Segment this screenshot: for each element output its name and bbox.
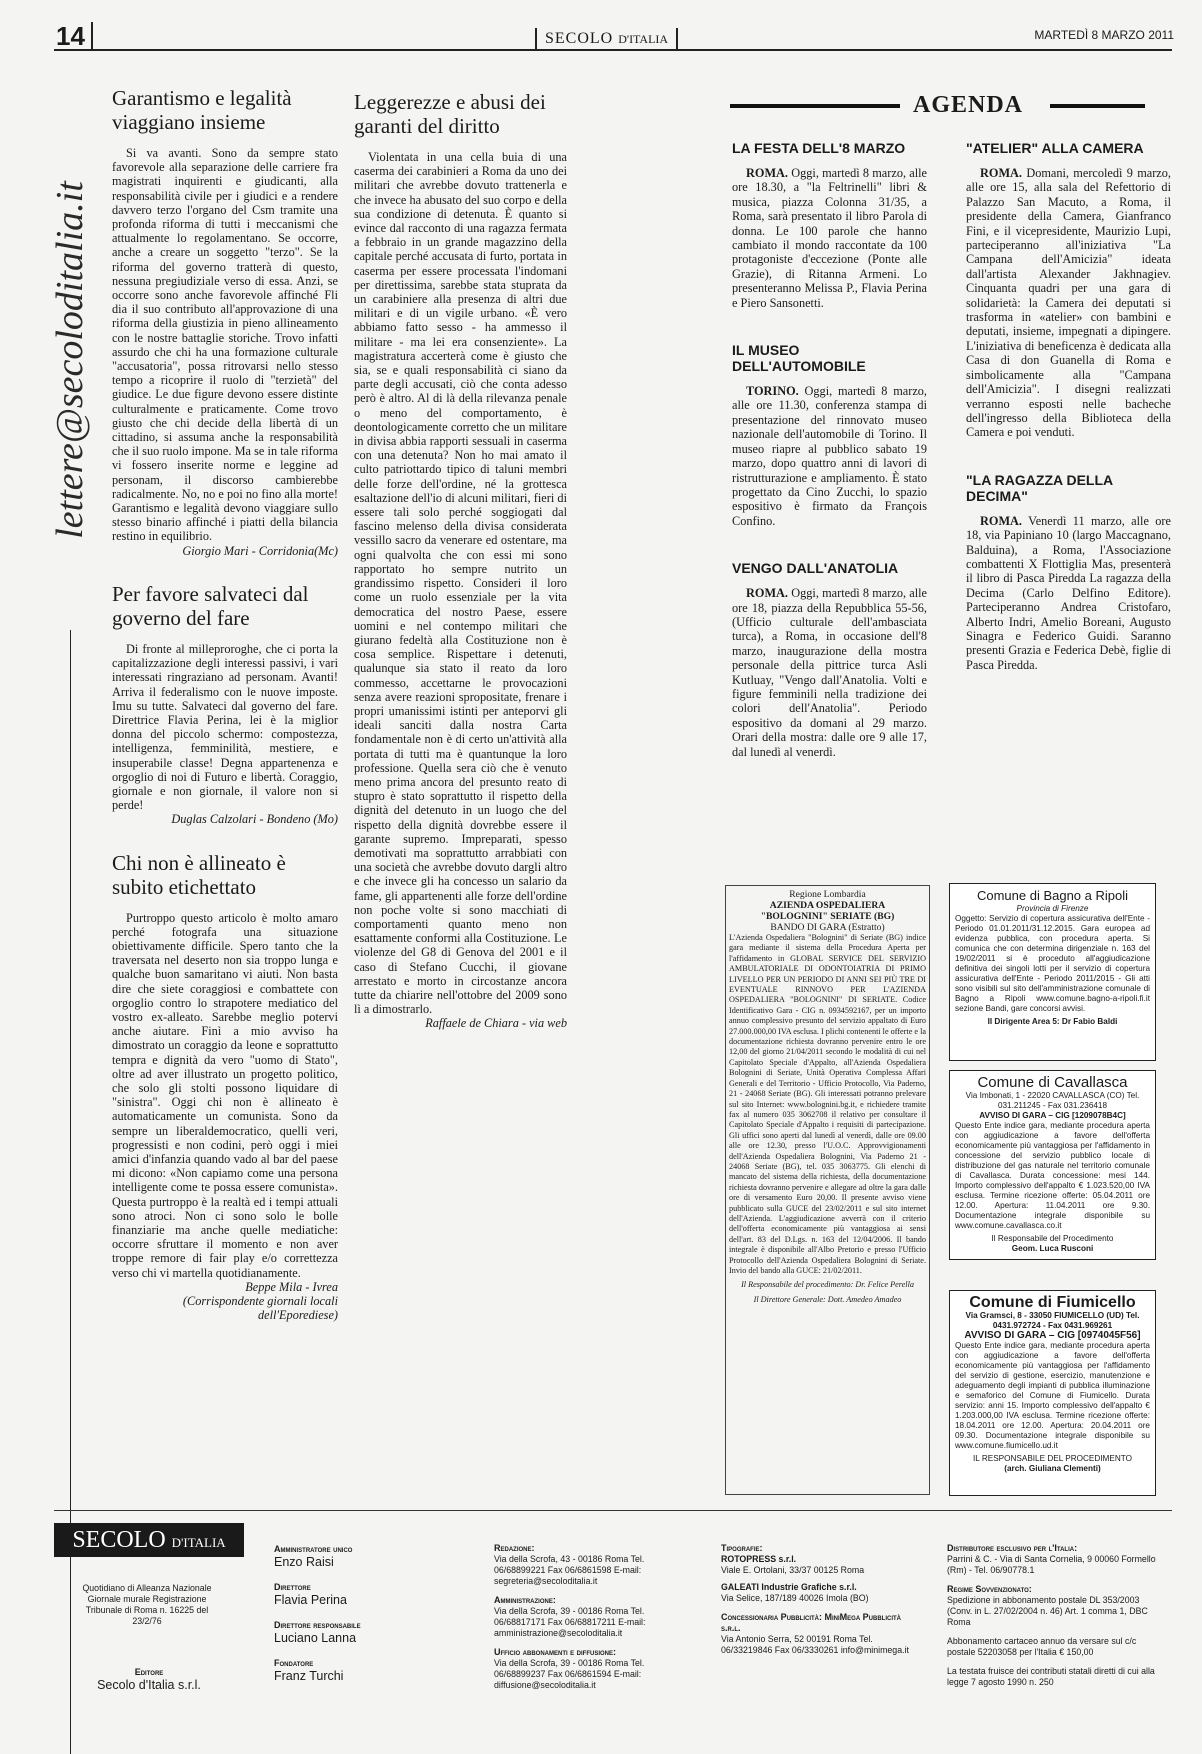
footer-conc-label: Concessionaria Pubblicità: MiniMega Pubblicità s.r.l. [721,1612,901,1633]
agenda-header [730,92,1145,122]
footer-addresses [494,1543,674,1691]
footer-tip2-name: GALEATI Industrie Grafiche s.r.l. [721,1582,857,1592]
footer-spediz-value: Spedizione in abbonamento postale DL 353/2003 (Conv. in L. 27/02/2004 n. 46) Art. 1 comma 1, DBC Roma [947,1595,1148,1627]
notice-subtitle: Provincia di Firenze [1016,904,1089,913]
agenda-event [732,140,927,310]
agenda-event-body: Domani, mercoledì 9 marzo, alle ore 15, alla sala del Refettorio di Palazzo San Macuto, a Roma, il presidente della Camera, Gianfranco Fini, e il vicepresidente, Maurizio Lupi, parteciperanno all'iniziativa "La Campana dell'Amicizia" ideata dall'artista Alexander Jakhnagiev. Cinquanta quadri per una gara di solidarietà: la Camera dei deputati si trasforma in «atelier» con bambini e deputati, insieme, impegnati a dipingere. L'iniziativa di beneficenza è dedicata alla Casa di don Guanella di Roma e simbolicamente alla "Campana dell'Amicizia". I disegni realizzati verranno esposti nelle bacheche dell'ingresso della Biblioteca della Camera e poi venduti. [966,166,1171,440]
letter-2-body: Di fronte al milleproroghe, che ci porta la capitalizzazione degli interessi passivi, i vari interessati ringraziano ad personam. Avanti! Arriva il federalismo con le nuove imposte. Imu su tutte. Salvateci dal governo del fare. Direttrice Flavia Perina, lei è la miglior donna del piccolo schermo: compostezza, intelligenza, femminilità, mestiere, e insuperabile classe! Degna appartenenza e orgoglio di noi di Futuro e libertà. Coraggio, giornale e non giornale, il valore non si perde! [112,641,338,813]
vertical-email [40,90,100,630]
footer-contrib: La testata fruisce dei contributi statali diretti di cui alla legge 7 agosto 1990 n. 250 [947,1666,1155,1687]
masthead [535,28,678,50]
header-rule [54,49,1172,51]
tender-name: AZIENDA OSPEDALIERA [769,900,886,911]
footer-fond-value: Franz Turchi [274,1669,344,1683]
agenda-event-city: ROMA. [746,166,789,180]
letter-4-title: Leggerezze e abusi dei garanti del diritto [354,90,546,138]
agenda-event-text [966,166,1171,440]
notice-footer: IL RESPONSABILE DEL PROCEDIMENTO [973,1454,1132,1463]
footer-spediz-label: Regime Sovvenzionato: [947,1584,1032,1594]
agenda-column-2 [966,140,1171,830]
footer-dirresp-label: Direttore responsabile [274,1620,361,1630]
page-number: 14 [56,22,93,50]
tender-name-2: "BOLOGNINI" SERIATE (BG) [760,911,895,922]
letter-1-body: Si va avanti. Sono da sempre stato favorevole alla separazione delle carriere fra magistrati inquirenti e giudicanti, alla responsabilità civile per i giudici e a rendere davvero terzo l'organo del Csm tramite una profonda riforma di tutti i meccanismi che attualmente lo regolamentano. Se occorre, anche a creare un soggetto "terzo". Se la riforma del governo tratterà di questo, nessuna pregiudiziale verso di essa. Anzi, se occorre sono anche favorevole affinché Fli dia il suo contributo all'approvazione di una riforma della giustizia in pieno allineamento con le nostre battaglie storiche. Trovo infatti assurdo che chi ha una formazione culturale "accusatoria", possa ritrovarsi nello stesso tempo a ricoprire il ruolo di "terzietà" del giudice. Le due figure devono essere distinte culturalmente e praticamente. Come trovo giusto che chi decide della libertà di un cittadino, si assuma anche la responsabilità che il suo ruolo impone. Ma se in tale riforma vi fossero inserite norme e leggine ad personam, il discorso cambierebbe radicalmente. No, no e poi no fino alla morte! Garantismo e legalità devono viaggiare sullo stesso binario affinché i piatti della bilancia restino in equilibrio. [112,146,338,544]
footer-uff-value: Via della Scrofa, 39 - 00186 Roma Tel. 06/68899237 Fax 06/6861594 E-mail: diffusione@secoloditalia.it [494,1658,645,1690]
letter-4-body: Violentata in una cella buia di una caserma dei carabinieri a Roma da uno dei militari che avrebbe dovuto trattenerla e che invece ha abusato del suo corpo e della sua condizione di detenuta. È quanto si evince dal racconto di una ragazza fermata a febbraio in un grande magazzino della capitale perché accusata di furto, portata in caserma per essere processata l'indomani per direttissima, sarebbe stata stuprata da un carabiniere alla presenza di altri due militari e di un vigile urbano. «È vero abbiamo fatto sesso - ha ammesso il militare - ma lei era consenziente». La magistratura accerterà come è giusto che sia, se e quali responsabilità ci siano da parte degli accusati, ciò che conta adesso però è altro. Al di là della rilevanza penale o meno del comportamento, è deontologicamente corretto che un militare in divisa abbia rapporti sessuali in caserma con una detenuta? Non ho mai amato il culto patriottardo tipico di taluni membri delle forze dell'ordine, né la grottesca esaltazione dell'io di alcuni militari, fieri di essere tali solo perché soggiogati dal fascino melenso della divisa considerata vessillo sacro da venerare ed ostentare, ma ogni qualvolta che con essi mi sono rapportato ho sempre nutrito un grandissimo rispetto. Consideri il loro come un ruolo essenziale per la vita democratica del nostro Paese, essere uomini e nel contempo militari che giurano fedeltà alla Costituzione non è cosa semplice. Rispettare i detenuti, qualunque sia stato il reato da loro commesso, accettarne le provocazioni senza avere reazioni spropositate, frenare i propri umanissimi istinti per anteporvi gli ideali sanciti dalla nostra Carta fondamentale non è di certo un'attività alla portata di tutti ma è quantunque la loro professione. Quella sera ciò che è venuto meno prima ancora del presunto reato di stupro è stato soprattutto il rispetto della dignità del detenuto in un luogo che del rispetto della dignità dovrebbe essere il garante supremo. Impreparati, spesso demotivati ma soprattutto arrabbiati con una società che avrebbe dovuto dargli altro e che invece gli ha concesso un salario da fame, gli appartenenti alle forze dell'ordine non poche volte si sono macchiati di comportamenti quanto meno non esattamente conformi alla Costituzione. Le violenze del G8 di Genova del 2001 e il caso di Stefano Cucchi, il giovane arrestato e morto in circostanze ancora tutte da chiarire nell'ottobre del 2009 sono lì a dimostrarlo. [354,150,567,1017]
vertical-email-text: lettere@secoloditalia.it [49,181,91,539]
agenda-event-text [966,514,1171,672]
notice-fiumicello [949,1290,1156,1496]
agenda-event-city: TORINO. [746,384,799,399]
footer-uff-label: Ufficio abbonamenti e diffusione: [494,1647,616,1657]
notice-subtitle: Via Imbonati, 1 - 22020 CAVALLASCA (CO) Tel. 031.211245 - Fax 031.236418 [965,1091,1140,1110]
footer-logo-main: SECOLO [72,1527,166,1553]
notice-subtitle-2: AVVISO DI GARA – CIG [1209078B4C] [979,1111,1126,1120]
agenda-event-title: LA FESTA DELL'8 MARZO [732,140,906,156]
letter-4-signature: Raffaele de Chiara - via web [425,1016,567,1031]
issue-date: MARTEDÌ 8 MARZO 2011 [1034,28,1174,42]
footer-red-value: Via della Scrofa, 43 - 00186 Roma Tel. 06/68899221 Fax 06/6861598 E-mail: segreteria@secoloditalia.it [494,1554,645,1586]
footer-logo-sub: D'ITALIA [171,1535,226,1550]
letter-3-title: Chi non è allineato è subito etichettato [112,850,286,899]
notice-footer: Il Responsabile del Procedimento [991,1234,1114,1243]
notice-bagno-a-ripoli [949,883,1156,1061]
letter-1-signature: Giorgio Mari - Corridonia(Mc) [182,543,338,558]
footer-tip-label: Tipografie: [721,1543,763,1553]
agenda-bar-left [730,104,900,108]
footer-fond-label: Fondatore [274,1658,314,1668]
agenda-bar-right [1050,104,1145,108]
footer-logo [54,1523,244,1557]
letter-1-title: Garantismo e legalità viaggiano insieme [112,86,292,134]
agenda-event-title: "LA RAGAZZA DELLA DECIMA" [966,471,1113,504]
agenda-event-body: Oggi, martedì 8 marzo, alle ore 18, piazza della Repubblica 55-56, (Ufficio culturale dell'ambasciata turca), a Roma, in occasione dell'8 marzo, inaugurazione della mostra personale della pittrice turca Asli Kutluay, "Vengo dall'Anatolia. Volti e figure femminili nella tradizione dei colori dell'Anatolia". Periodo espositivo da domani al 29 marzo. Orari della mostra: dalle ore 9 alle 17, dal lunedì al venerdì. [732,586,927,759]
agenda-column-1 [732,140,927,870]
footer-distribution [947,1543,1167,1688]
notice-subtitle-2: AVVISO DI GARA – CIG [0974045F56] [964,1330,1141,1341]
agenda-event-city: ROMA. [746,586,789,601]
agenda-event-body: Venerdì 11 marzo, alle ore 18, via Papiniano 10 (largo Maccagnano, Balduina), a Roma, l'Associazione combattenti X Flottiglia Mas, presenterà il libro di Pasca Piredda La ragazza della Decima (Carlo Delfino Editore). Parteciperanno Andrea Cristofaro, Alberto Indri, Amelio Boreani, Augusto Sinagra e Federico Guidi. Saranno presenti Grazia e Federica Debè, figlie di Pasca Piredda. [966,513,1171,672]
footer-distr-value: Parrini & C. - Via di Santa Cornelia, 9 00060 Formello (Rm) - Tel. 06/90778.1 [947,1554,1156,1575]
tender-notice-bolognini [725,885,930,1495]
masthead-main: SECOLO [545,30,614,47]
tender-region: Regione Lombardia [789,889,866,900]
agenda-event-city: ROMA. [980,166,1023,180]
footer-editore-label: Editore [134,1667,164,1677]
footer-amm-label: Amministratore unico [274,1544,353,1554]
agenda-event [966,140,1171,440]
agenda-event-text [732,384,927,528]
notice-title: Comune di Fiumicello [969,1294,1136,1311]
letters-column-2 [354,90,567,1486]
agenda-event [732,342,927,528]
footer-amm-value: Enzo Raisi [274,1555,334,1569]
footer-tip1-value: Viale E. Ortolani, 33/37 00125 Roma [721,1565,865,1575]
footer-dirresp-value: Luciano Lanna [274,1631,357,1645]
notice-body: Oggetto: Servizio di copertura assicurativa dell'Ente - Periodo 01.01.2011/31.12.2015. Gara europea ad evidenza pubblica, con procedura aperta. Si comunica che con determina dirigenziale n. 163 del 19/02/2011 si è proceduto all'aggiudicazione definitiva dei singoli lotti per il servizio di copertura assicurativa dell'Ente - Periodo 2011/2015 - Gli atti sono visibili sul sito dell'amministrazione comunale di Bagno a Ripoli www.comune.bagno-a-ripoli.fi.it sezione Bandi, gare concorsi avvisi. [955,914,1150,1013]
letter-3-signature-note: (Corrispondente giornali locali dell'Eporediese) [182,1294,338,1323]
agenda-event-title: "ATELIER" ALLA CAMERA [966,140,1144,156]
footer-ammin-label: Amministrazione: [494,1595,556,1605]
footer-tip1-name: ROTOPRESS s.r.l. [721,1554,797,1564]
notice-footer-2: Geom. Luca Rusconi [1011,1244,1094,1253]
letter-3-body: Purtroppo questo articolo è molto amaro perché fotografa una situazione obiettivamente difficile. Spero tanto che la traversata nel deserto non sia troppo lunga e qualche buon samaritano vi aiuti. Non basta dire che siete coraggiosi e combattete con orgoglio contro lo strapotere mediatico del vostro ex-alleato. Sarebbe meglio potervi anche aiutare. Finì a mio avviso ha dimostrato un coraggio da leone e soprattutto tempra e dignità da vero "uomo di Stato", oltre ad aver illustrato un progetto politico, che solo gli stolti possono liquidare di "sinistra". Oggi chi non è allineato è automaticamente un comunista. Sono da sempre un liberaldemocratico, quelli veri, progressisti e non codini, però oggi i miei amici d'infanzia quando vado al bar del paese mi dicono: «Non capiamo come una persona intelligente come te possa essere comunista». Questa purtroppo è la realtà ed i tempi attuali sono atroci. Non ci sono solo le bolle finanziarie ma anche quelle mediatiche: occorre sfruttare il momento e non aver troppe remore di fair play e/o correttezza verso chi vi martella quotidianamente. [112,910,338,1280]
agenda-title: AGENDA [913,92,1024,118]
footer-dir-value: Flavia Perina [274,1593,347,1607]
footer-distr-label: Distributore esclusivo per l'Italia: [947,1543,1078,1553]
agenda-event-text [732,166,927,310]
tender-subtitle: BANDO DI GARA (Estratto) [770,922,885,933]
agenda-event [732,560,927,759]
footer-tip2-value: Via Selice, 187/189 40026 Imola (BO) [721,1593,869,1603]
letter-3-signature: Beppe Mila - Ivrea [245,1279,338,1294]
agenda-event [966,472,1171,672]
notice-title: Comune di Cavallasca [977,1074,1128,1091]
footer-dir-label: Direttore [274,1582,311,1592]
footer-conc-value: Via Antonio Serra, 52 00191 Roma Tel. 06/33219846 Fax 06/3330261 info@minimega.it [721,1634,909,1655]
masthead-sub: D'ITALIA [618,32,669,46]
colophon [54,1510,1172,1740]
letters-column-1 [112,86,338,1476]
tender-body: L'Azienda Ospedaliera "Bolognini" di Seriate (BG) indice gara mediante il sistema della Procedura Aperta per l'affidamento in GLOBAL SERVICE DEL SERVIZIO AMBULATORIALE DI ODONTOIATRIA DI PRIMO LIVELLO PER UN PERIODO DI ANNI SEI PIÙ TRE DI EVENTUALE RINNOVO PER L'AZIENDA OSPEDALIERA "BOLOGNINI" DI SERIATE. Codice Identificativo Gara - CIG n. 0934592167, per un importo annuo complessivo presunto del servizio appaltato di Euro 27.000.000,00 IVA esclusa. I plichi contenenti le offerte e la documentazione richiesta dovranno pervenire entro le ore 12,00 del giorno 21/04/2011 secondo le modalità di cui nel Capitolato Speciale d'Appalto, all'Azienda Ospedaliera Bolognini di Seriate, Unità Operativa Complessa Affari Generali e del Territorio - Ufficio Protocollo, Via Paderno, 21 - 24068 Seriate (BG). Gli interessati potranno prelevare sul sito Internet: www.bolognini.bg.it, e richiedere tramite fax al numero 035 3062708 il relativo per consultare il Capitolato Speciale d'Appalto i requisiti di partecipazione. Gli uffici sono aperti dal lunedì al venerdì, dalle ore 09.00 alle ore 12.30, presso l'U.O.C. Approvvigionamenti dell'Azienda Ospedaliera Bolognini, Via Paderno 21 - 24068 Seriate (BG), tel. 035 3063775. Gli elenchi di mancato del sistema della richiesta, della documentazione richiesta dovranno pervenire e allegare ad oltre la gara dalle ore di versamento Euro 20,00. Il presente avviso viene pubblicato sulla GUCE del 23/02/2011 e sul sito internet dell'Azienda. L'aggiudicazione avverrà con il criterio dell'offerta economicamente più vantaggiosa ai sensi dell'art. 83 del D.Lgs. n. 163 del 12/04/2006. Il bando integrale è disponibile all'Albo Pretorio e presso l'Ufficio Protocollo dell'Azienda Ospedaliera Bolognini di Seriate. Invio del bando alla GUCE: 21/02/2011. [729,933,926,1275]
notice-body: Questo Ente indice gara, mediante procedura aperta con aggiudicazione a favore dell'offerta economicamente più vantaggiosa per l'affidamento in concessione del servizio pubblico locale di distribuzione del gas naturale nel territorio comunale di Cavallasca. Durata concessione: mesi 144. Importo complessivo dell'appalto € 1.023.520,00 IVA esclusa. Termine ricezione offerte: 05.04.2011 ore 12.00. Apertura: 11.04.2011 ore 9.30. Documentazione integrale disponibile su www.comune.cavallasca.co.it [955,1121,1150,1230]
notice-footer: Il Dirigente Area 5: Dr Fabio Baldi [987,1017,1118,1026]
agenda-event-city: ROMA. [980,513,1023,528]
agenda-event-title: VENGO DALL'ANATOLIA [732,560,899,577]
notice-title: Comune di Bagno a Ripoli [976,888,1129,903]
tender-footer: Il Responsabile del procedimento: Dr. Felice Perella [741,1280,914,1290]
agenda-event-text [732,586,927,759]
notice-footer-2: (arch. Giuliana Clementi) [1004,1464,1101,1473]
footer-editore-value: Secolo d'Italia s.r.l. [97,1678,201,1692]
notice-subtitle: Via Gramsci, 8 - 33050 FIUMICELLO (UD) Tel. 0431.972724 - Fax 0431.969261 [965,1311,1140,1330]
footer-red-label: Redazione: [494,1543,535,1553]
footer-editore [64,1666,234,1692]
footer-staff [274,1543,444,1683]
footer-ammin-value: Via della Scrofa, 39 - 00186 Roma Tel. 06/68817171 Fax 06/68817211 E-mail: amministrazione@secoloditalia.it [494,1606,646,1638]
letter-2-signature: Duglas Calzolari - Bondeno (Mo) [171,812,338,827]
agenda-event-body: Oggi, martedì 8 marzo, alle ore 18.30, a "la Feltrinelli" libri & musica, piazza Colonna 31/35, a Roma, sarà presentato il libro Parola di donna. Le 100 parole che hanno cambiato il mondo raccontate da 100 protagoniste d'eccezione (Ponte alle Grazie), di Ritanna Armeni. Lo presenteranno Melissa P., Flavia Perina e Piero Sansonetti. [732,166,927,310]
footer-about: Quotidiano di Alleanza Nazionale Giornale murale Registrazione Tribunale di Roma n. 16225 del 23/2/76 [82,1583,212,1626]
notice-body: Questo Ente indice gara, mediante procedura aperta con aggiudicazione a favore dell'offerta economicamente più vantaggiosa per l'affidamento del servizio di gestione, esercizio, manutenzione e adeguamento degli impianti di pubblica illuminazione e semaforico del Comune di Fiumicello. Durata servizio: anni 15. Importo complessivo dell'appalto € 1.203.000,00 IVA esclusa. Termine ricezione offerte: 18.04.2011 ore 12.00. Apertura: 20.04.2011 ore 09.30. Documentazione integrale disponibile su www.comune.fiumicello.ud.it [955,1341,1150,1450]
letter-2-title: Per favore salvateci dal governo del fare [112,581,309,630]
footer-abbon: Abbonamento cartaceo annuo da versare sul c/c postale 52203058 per l'Italia € 150,00 [947,1636,1137,1657]
agenda-event-body: Oggi, martedì 8 marzo, alle ore 11.30, conferenza stampa di presentazione del rinnovato museo nazionale dell'automobile di Torino. Il museo riapre al pubblico sabato 19 marzo, dopo quattro anni di lavori di ristrutturazione e ampliamento. È stato progettato da Cino Zucchi, lo spazio espositivo è firmato da François Confino. [732,384,927,528]
notice-cavallasca [949,1070,1156,1260]
footer-printing [721,1543,921,1656]
agenda-event-title: IL MUSEO DELL'AUTOMOBILE [732,342,866,375]
tender-footer-2: Il Direttore Generale: Dott. Amedeo Amadeo [753,1294,902,1304]
